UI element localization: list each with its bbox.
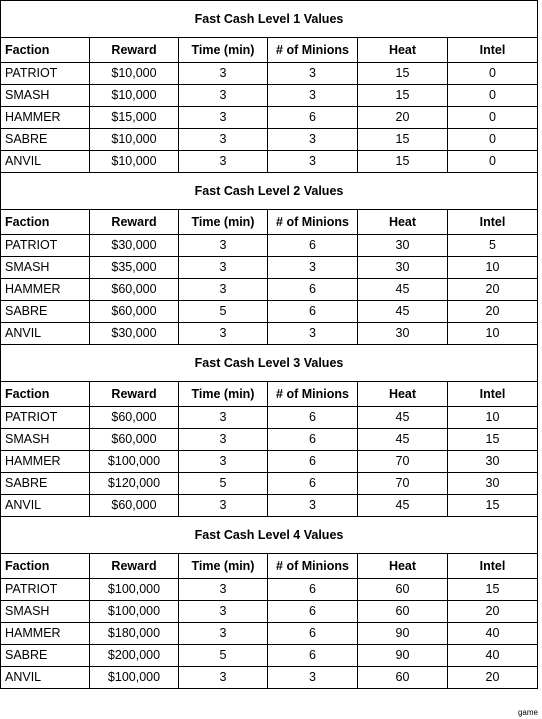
cell-intel: 10 [448, 323, 538, 345]
cell-faction: SMASH [1, 257, 90, 279]
cell-heat: 45 [358, 301, 448, 323]
cell-faction: SABRE [1, 473, 90, 495]
cell-intel: 30 [448, 473, 538, 495]
column-header-intel: Intel [448, 210, 538, 235]
table-row [1, 301, 538, 323]
cell-intel: 20 [448, 301, 538, 323]
cell-faction: SMASH [1, 85, 90, 107]
table-row [1, 473, 538, 495]
cell-heat: 30 [358, 257, 448, 279]
cell-time: 3 [179, 107, 268, 129]
column-header-reward: Reward [90, 554, 179, 579]
table-row [1, 407, 538, 429]
cell-time: 3 [179, 623, 268, 645]
cell-intel: 20 [448, 279, 538, 301]
cell-intel: 20 [448, 601, 538, 623]
cell-faction: ANVIL [1, 323, 90, 345]
cell-reward: $10,000 [90, 129, 179, 151]
cell-faction: SABRE [1, 129, 90, 151]
cell-faction: PATRIOT [1, 579, 90, 601]
level-title: Fast Cash Level 1 Values [1, 1, 538, 38]
table-row [1, 279, 538, 301]
column-header-minions: # of Minions [268, 210, 358, 235]
cell-heat: 15 [358, 63, 448, 85]
column-header-reward: Reward [90, 38, 179, 63]
cell-reward: $30,000 [90, 235, 179, 257]
cell-minions: 3 [268, 495, 358, 517]
cell-heat: 45 [358, 279, 448, 301]
column-header-faction: Faction [1, 38, 90, 63]
cell-faction: HAMMER [1, 279, 90, 301]
cell-reward: $100,000 [90, 451, 179, 473]
cell-minions: 6 [268, 579, 358, 601]
column-header-minions: # of Minions [268, 554, 358, 579]
cell-faction: SMASH [1, 601, 90, 623]
cell-reward: $15,000 [90, 107, 179, 129]
cell-reward: $10,000 [90, 63, 179, 85]
column-header-intel: Intel [448, 38, 538, 63]
cell-faction: PATRIOT [1, 63, 90, 85]
column-header-heat: Heat [358, 382, 448, 407]
cell-faction: SMASH [1, 429, 90, 451]
cell-faction: PATRIOT [1, 235, 90, 257]
cell-heat: 70 [358, 451, 448, 473]
table-row [1, 63, 538, 85]
column-header-faction: Faction [1, 210, 90, 235]
cell-heat: 20 [358, 107, 448, 129]
cell-minions: 3 [268, 129, 358, 151]
table-row [1, 85, 538, 107]
level-title: Fast Cash Level 4 Values [1, 517, 538, 554]
cell-time: 5 [179, 301, 268, 323]
cell-time: 3 [179, 429, 268, 451]
column-header-minions: # of Minions [268, 382, 358, 407]
cell-minions: 3 [268, 323, 358, 345]
cell-reward: $60,000 [90, 279, 179, 301]
level-title-row [1, 517, 538, 554]
cell-time: 3 [179, 579, 268, 601]
cell-time: 5 [179, 645, 268, 667]
table-body [1, 1, 538, 689]
cell-heat: 45 [358, 429, 448, 451]
cell-intel: 15 [448, 495, 538, 517]
cell-reward: $60,000 [90, 301, 179, 323]
cell-intel: 0 [448, 151, 538, 173]
table-row [1, 451, 538, 473]
cell-intel: 0 [448, 63, 538, 85]
column-header-row [1, 38, 538, 63]
cell-minions: 6 [268, 235, 358, 257]
table-row [1, 323, 538, 345]
cell-reward: $60,000 [90, 429, 179, 451]
cell-reward: $120,000 [90, 473, 179, 495]
cell-heat: 15 [358, 129, 448, 151]
column-header-intel: Intel [448, 554, 538, 579]
cell-time: 3 [179, 451, 268, 473]
cell-intel: 15 [448, 579, 538, 601]
cell-intel: 30 [448, 451, 538, 473]
cell-faction: HAMMER [1, 623, 90, 645]
cell-faction: PATRIOT [1, 407, 90, 429]
column-header-time: Time (min) [179, 210, 268, 235]
cell-minions: 6 [268, 107, 358, 129]
cell-heat: 90 [358, 623, 448, 645]
column-header-row [1, 554, 538, 579]
cell-faction: HAMMER [1, 107, 90, 129]
cell-reward: $35,000 [90, 257, 179, 279]
cell-heat: 90 [358, 645, 448, 667]
cell-intel: 15 [448, 429, 538, 451]
table-row [1, 129, 538, 151]
table-row [1, 579, 538, 601]
cell-minions: 6 [268, 601, 358, 623]
cell-time: 3 [179, 279, 268, 301]
cell-reward: $60,000 [90, 407, 179, 429]
column-header-time: Time (min) [179, 38, 268, 63]
cell-minions: 3 [268, 257, 358, 279]
cell-time: 3 [179, 129, 268, 151]
table-row [1, 623, 538, 645]
cell-time: 3 [179, 667, 268, 689]
cell-heat: 15 [358, 85, 448, 107]
cell-minions: 6 [268, 645, 358, 667]
cell-intel: 0 [448, 85, 538, 107]
cell-reward: $100,000 [90, 579, 179, 601]
table-row [1, 667, 538, 689]
cell-minions: 6 [268, 301, 358, 323]
cell-heat: 45 [358, 407, 448, 429]
table-row [1, 107, 538, 129]
level-title-row [1, 1, 538, 38]
cell-minions: 3 [268, 151, 358, 173]
cell-reward: $30,000 [90, 323, 179, 345]
table-row [1, 495, 538, 517]
cell-time: 3 [179, 601, 268, 623]
column-header-faction: Faction [1, 382, 90, 407]
cell-heat: 30 [358, 235, 448, 257]
cell-time: 3 [179, 495, 268, 517]
cell-intel: 5 [448, 235, 538, 257]
cell-heat: 30 [358, 323, 448, 345]
column-header-time: Time (min) [179, 382, 268, 407]
column-header-row [1, 382, 538, 407]
cell-intel: 40 [448, 623, 538, 645]
cell-reward: $100,000 [90, 601, 179, 623]
cell-faction: ANVIL [1, 151, 90, 173]
cell-minions: 6 [268, 407, 358, 429]
level-title: Fast Cash Level 2 Values [1, 173, 538, 210]
table-row [1, 645, 538, 667]
cell-time: 3 [179, 257, 268, 279]
cell-reward: $100,000 [90, 667, 179, 689]
cell-minions: 6 [268, 429, 358, 451]
cell-heat: 45 [358, 495, 448, 517]
cell-reward: $10,000 [90, 85, 179, 107]
cell-minions: 6 [268, 623, 358, 645]
cell-time: 5 [179, 473, 268, 495]
cell-heat: 60 [358, 579, 448, 601]
cell-intel: 10 [448, 407, 538, 429]
column-header-time: Time (min) [179, 554, 268, 579]
cell-minions: 3 [268, 85, 358, 107]
cell-heat: 60 [358, 601, 448, 623]
level-title: Fast Cash Level 3 Values [1, 345, 538, 382]
column-header-heat: Heat [358, 554, 448, 579]
cell-heat: 15 [358, 151, 448, 173]
column-header-intel: Intel [448, 382, 538, 407]
cell-heat: 60 [358, 667, 448, 689]
cell-faction: SABRE [1, 301, 90, 323]
column-header-minions: # of Minions [268, 38, 358, 63]
cell-minions: 6 [268, 279, 358, 301]
table-row [1, 235, 538, 257]
column-header-heat: Heat [358, 38, 448, 63]
cell-faction: HAMMER [1, 451, 90, 473]
table-row [1, 257, 538, 279]
cell-intel: 20 [448, 667, 538, 689]
cell-intel: 0 [448, 129, 538, 151]
cell-time: 3 [179, 63, 268, 85]
cell-reward: $180,000 [90, 623, 179, 645]
cell-faction: ANVIL [1, 495, 90, 517]
cell-faction: ANVIL [1, 667, 90, 689]
cell-intel: 0 [448, 107, 538, 129]
cell-minions: 3 [268, 63, 358, 85]
cell-time: 3 [179, 235, 268, 257]
column-header-faction: Faction [1, 554, 90, 579]
table-row [1, 429, 538, 451]
cell-intel: 10 [448, 257, 538, 279]
cell-reward: $10,000 [90, 151, 179, 173]
cell-minions: 6 [268, 451, 358, 473]
level-title-row [1, 345, 538, 382]
cell-time: 3 [179, 407, 268, 429]
column-header-row [1, 210, 538, 235]
cell-heat: 70 [358, 473, 448, 495]
cell-time: 3 [179, 85, 268, 107]
column-header-reward: Reward [90, 210, 179, 235]
cell-intel: 40 [448, 645, 538, 667]
table-row [1, 151, 538, 173]
column-header-heat: Heat [358, 210, 448, 235]
cell-faction: SABRE [1, 645, 90, 667]
table-row [1, 601, 538, 623]
cell-time: 3 [179, 323, 268, 345]
cell-minions: 3 [268, 667, 358, 689]
level-title-row [1, 173, 538, 210]
cell-time: 3 [179, 151, 268, 173]
cell-reward: $60,000 [90, 495, 179, 517]
column-header-reward: Reward [90, 382, 179, 407]
cell-minions: 6 [268, 473, 358, 495]
watermark-text: game [517, 708, 538, 717]
cell-reward: $200,000 [90, 645, 179, 667]
